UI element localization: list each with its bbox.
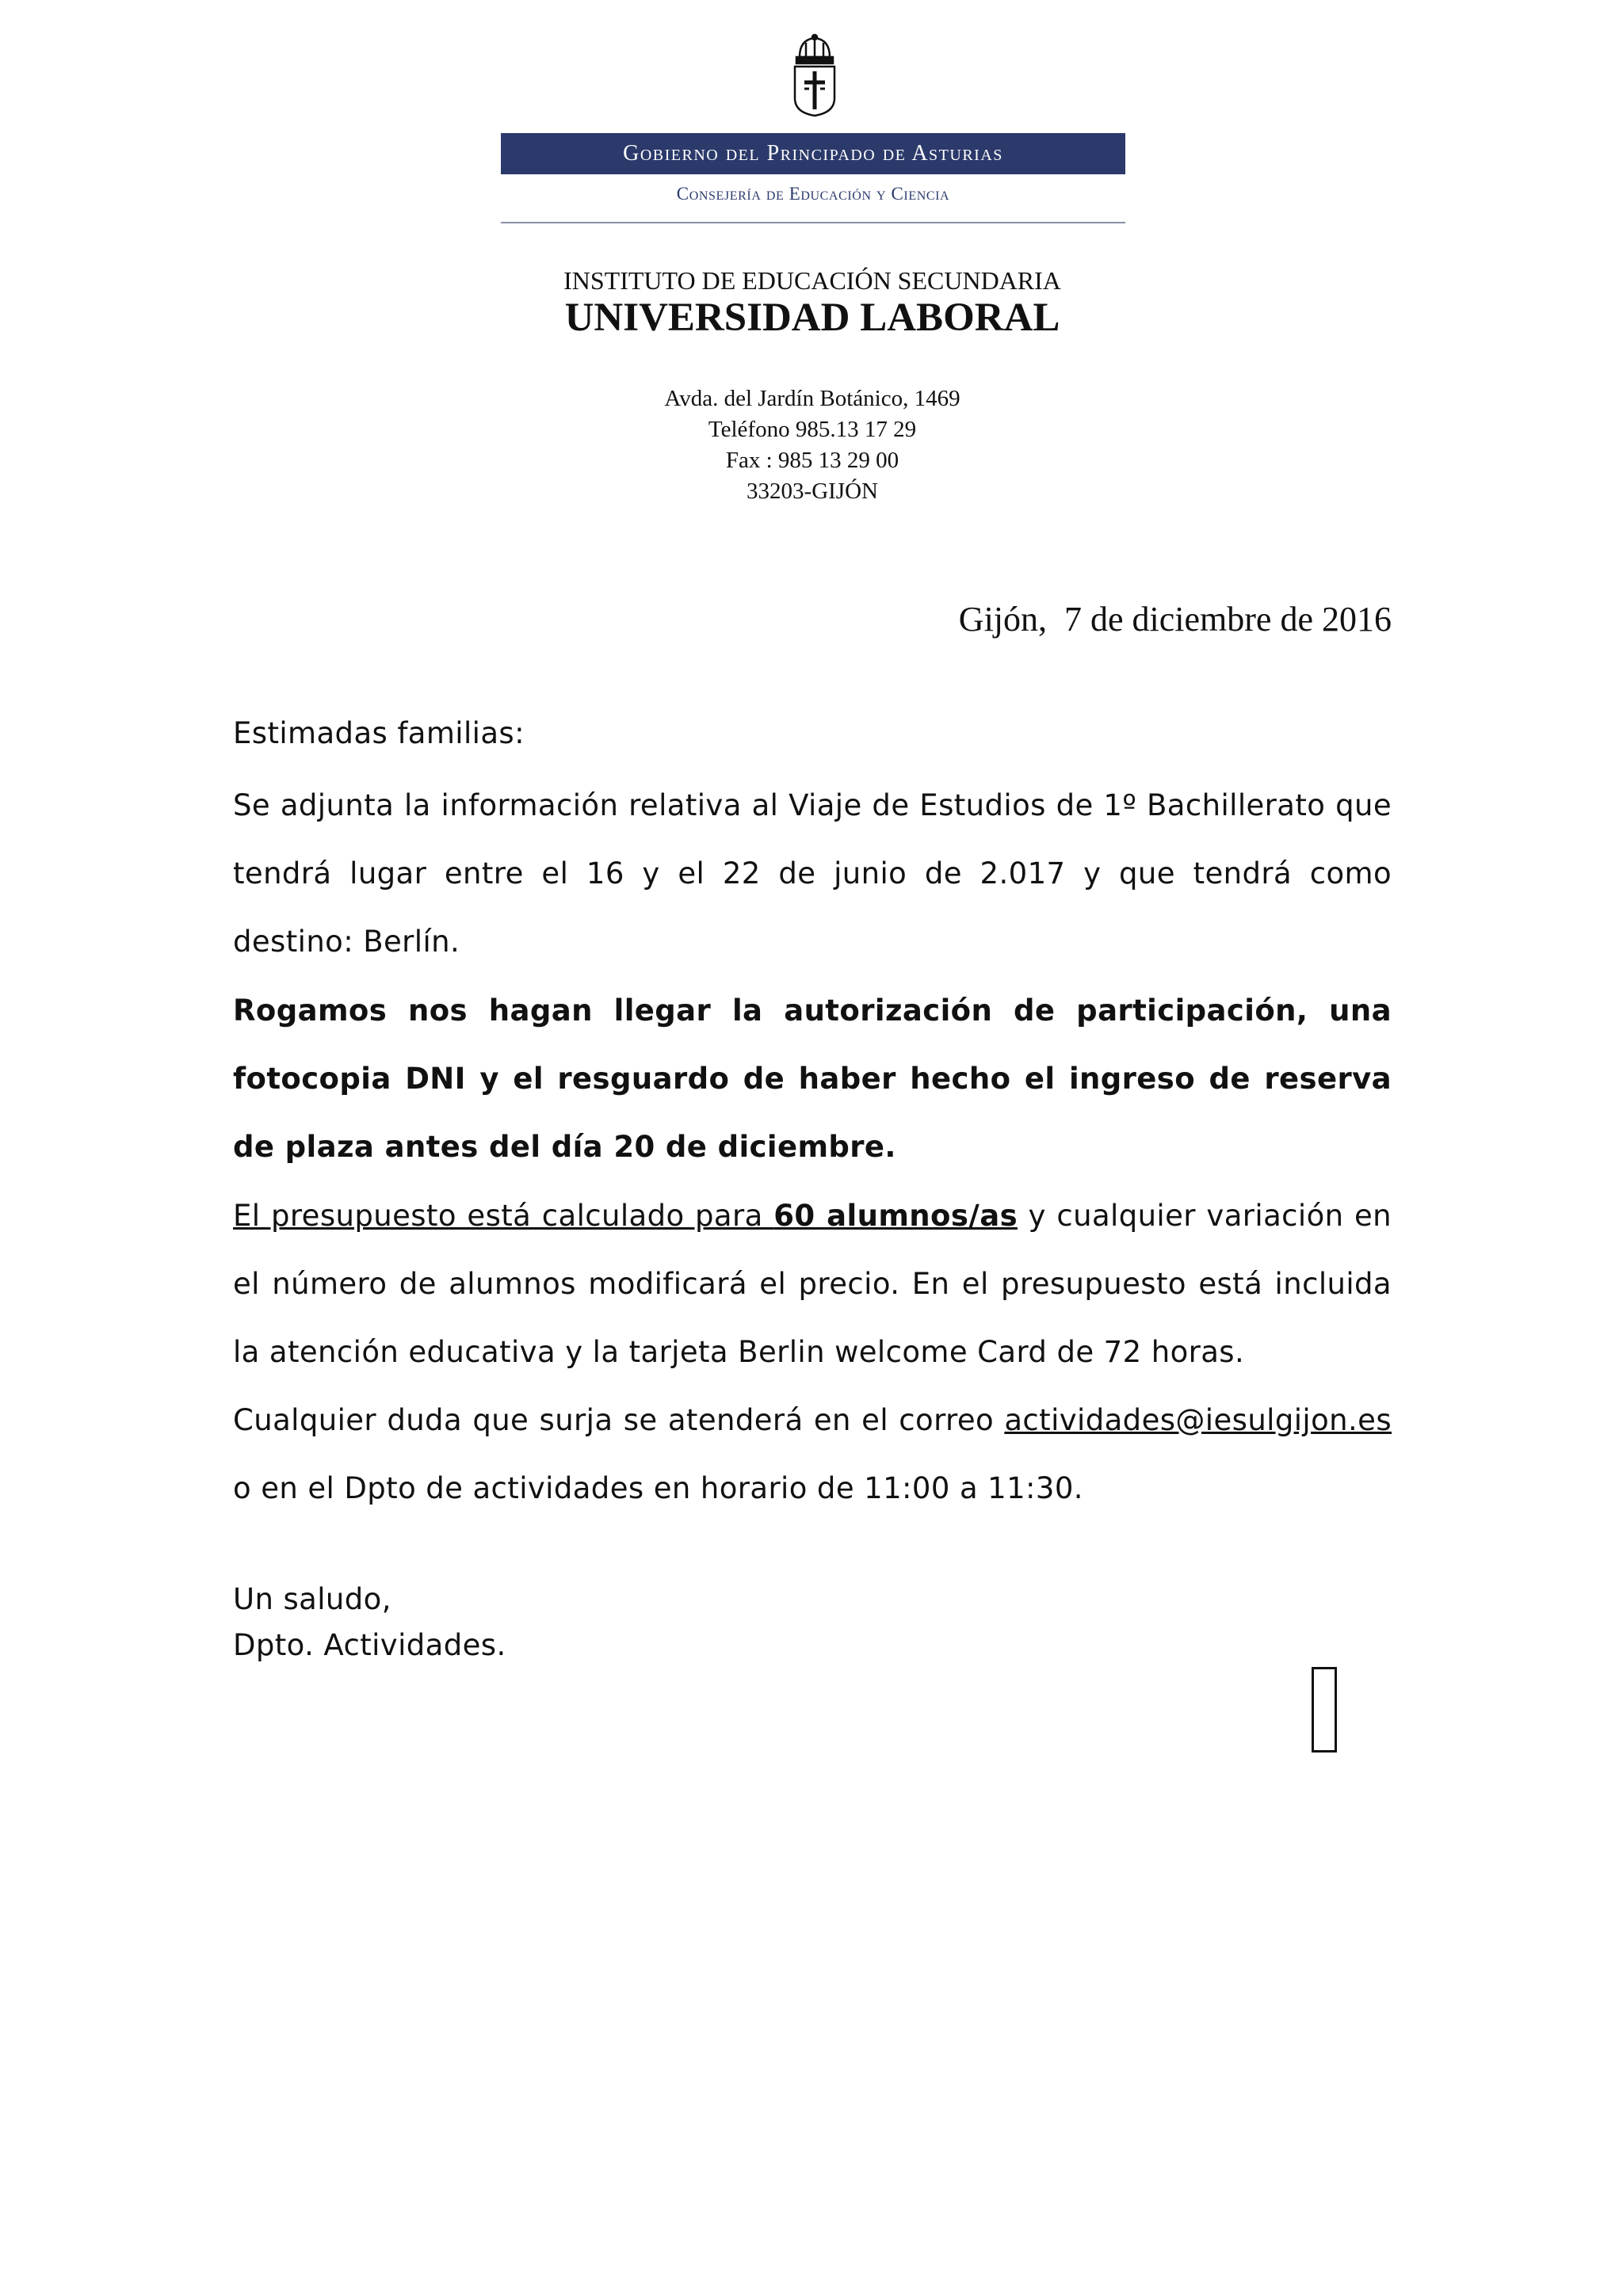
contact-hours: o en el Dpto de actividades en horario de 11:00 a 11:30. [233, 1471, 1083, 1505]
address-city: 33203-GIJÓN [747, 479, 878, 504]
closing-signature: Dpto. Actividades. [233, 1628, 506, 1662]
student-count: 60 alumnos/as [773, 1199, 1018, 1233]
address-phone: Teléfono 985.13 17 29 [708, 417, 917, 442]
paragraph-request: Rogamos nos hagan llegar la autorización de participación, una fotocopia DNI y el resguardo de haber hecho el ingreso de reserva de plaza antes del día 20 de diciembre. [233, 994, 1392, 1164]
address-street: Avda. del Jardín Botánico, 1469 [664, 386, 960, 411]
paragraph-budget [233, 1182, 1392, 1386]
paragraph-trip-info: Se adjunta la información relativa al Viaje de Estudios de 1º Bachillerato que tendrá lugar entre el 16 y el 22 de junio de 2.017 y que tendrá como destino: Berlín. [233, 788, 1392, 959]
department-name: Consejería de Educación y Ciencia [676, 184, 950, 204]
letterhead-divider [501, 222, 1125, 223]
budget-details: y cualquier variación en el número de alumnos modificará el precio. En el presupuesto está incluida la atención educativa y la tarjeta Berlin welcome Card de 72 horas. [233, 1199, 1392, 1369]
contact-intro: Cualquier duda que surja se atenderá en el correo [233, 1403, 1005, 1437]
closing-salutation: Un saludo, [233, 1582, 391, 1616]
email-link[interactable]: actividades@iesulgijon.es [1004, 1403, 1392, 1437]
budget-underlined-text: El presupuesto está calculado para [233, 1199, 774, 1233]
institute-type: INSTITUTO DE EDUCACIÓN SECUNDARIA [563, 266, 1061, 295]
stray-box-mark [1312, 1667, 1337, 1753]
letter-closing [233, 1577, 506, 1669]
asturias-coat-of-arms-icon [789, 33, 841, 117]
institute-name: UNIVERSIDAD LABORAL [564, 296, 1060, 340]
letter-greeting: Estimadas familias: [233, 716, 525, 750]
paragraph-contact [233, 1386, 1392, 1523]
letter-date: Gijón, 7 de diciembre de 2016 [958, 600, 1392, 639]
address-fax: Fax : 985 13 29 00 [725, 448, 899, 473]
institute-address [444, 383, 1181, 507]
government-banner: Gobierno del Principado de Asturias [501, 133, 1125, 174]
